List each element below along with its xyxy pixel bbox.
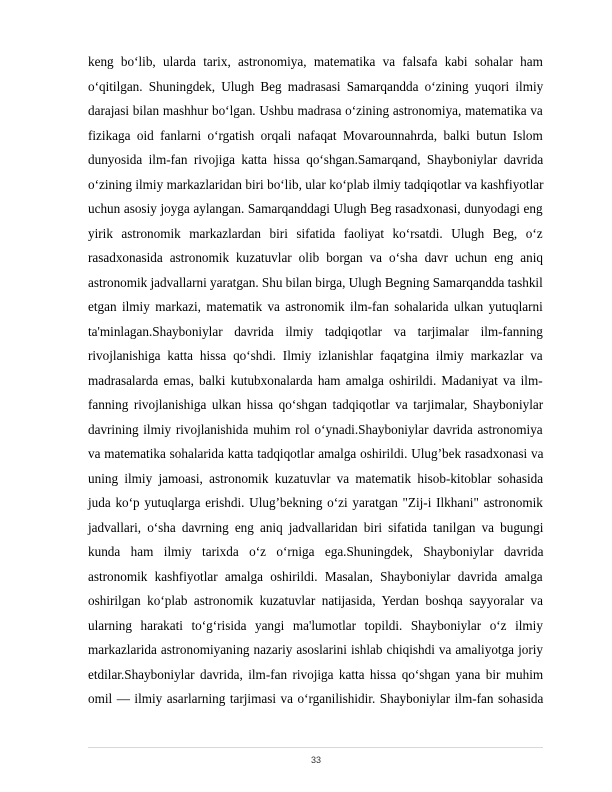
text-line: uning ilmiy jamoasi, astronomik kuzatuvlar va matematik hisob-kitoblar sohasida — [88, 470, 544, 486]
text-line: fizikaga oid fanlarni o‘rgatish orqali nafaqat Movarounnahrda, balki butun Islom — [88, 127, 543, 143]
body-text — [88, 50, 543, 712]
text-line: davrining ilmiy rivojlanishida muhim rol o‘ynadi.Shayboniylar davrida astronomiya — [88, 421, 543, 437]
text-line: dunyosida ilm-fan rivojiga katta hissa qo‘shgan.Samarqand, Shayboniylar davrida — [88, 152, 544, 167]
text-line: o‘qitilgan. Shuningdek, Ulugh Beg madrasasi Samarqandda o‘zining yuqori ilmiy — [88, 78, 544, 94]
text-line: omil — ilmiy asarlarning tarjimasi va o‘rganilishidir. Shayboniylar ilm-fan sohasida — [88, 691, 544, 706]
text-line: rasadxonasida astronomik kuzatuvlar olib borgan va o‘sha davr uchun eng aniq — [88, 250, 543, 265]
text-line: rivojlanishiga katta hissa qo‘shdi. Ilmiy izlanishlar faqatgina ilmiy markazlar va — [88, 348, 543, 363]
text-line: ularning harakati to‘g‘risida yangi ma'lumotlar topildi. Shayboniylar o‘z ilmiy — [88, 617, 543, 633]
text-line: juda ko‘p yutuqlarga erishdi. Ulug’bekning o‘zi yaratgan "Zij-i Ilkhani" astronomik — [88, 495, 543, 510]
text-line: yirik astronomik markazlardan biri sifatida faoliyat ko‘rsatdi. Ulugh Beg, o‘z — [88, 225, 543, 241]
footer-divider — [88, 747, 543, 748]
text-line: va matematika sohalarida katta tadqiqotlar amalga oshirildi. Ulug’bek rasadxonasi va — [88, 446, 544, 461]
text-line: etgan ilmiy markazi, matematik va astronomik ilm-fan sohalarida ulkan yutuqlarni — [88, 299, 543, 314]
text-line: astronomik kashfiyotlar amalga oshirildi. Masalan, Shayboniylar davrida amalga — [88, 568, 543, 584]
text-line: markazlarida astronomiyaning nazariy asoslarini ishlab chiqishdi va amaliyotga joriy — [88, 642, 543, 657]
text-line: ta'minlagan.Shayboniylar davrida ilmiy tadqiqotlar va tarjimalar ilm-fanning — [88, 323, 543, 339]
text-line: madrasalarda emas, balki kutubxonalarda ham amalga oshirildi. Madaniyat va ilm- — [88, 372, 543, 388]
text-line: astronomik jadvallarni yaratgan. Shu bilan birga, Ulugh Begning Samarqandda tashkil — [88, 274, 543, 290]
text-line: oshirilgan ko‘plab astronomik kuzatuvlar natijasida, Yerdan boshqa sayyoralar va — [88, 593, 543, 608]
text-line: kunda ham ilmiy tarixda o‘z o‘rniga ega.Shuningdek, Shayboniylar davrida — [88, 544, 544, 559]
text-line: o‘zining ilmiy markazlaridan biri bo‘lib, ular ko‘plab ilmiy tadqiqotlar va kashfiyotlar — [88, 176, 544, 192]
text-line: darajasi bilan mashhur bo‘lgan. Ushbu madrasa o‘zining astronomiya, matematika va — [88, 103, 543, 118]
text-line: jadvallari, o‘sha davrning eng aniq jadvallaridan biri sifatida tanilgan va bugungi — [88, 519, 544, 535]
page-number: 33 — [310, 755, 321, 765]
text-line: etdilar.Shayboniylar davrida, ilm-fan rivojiga katta hissa qo‘shgan yana bir muhim — [88, 666, 544, 682]
text-line: uchun asosiy joyga aylangan. Samarqanddagi Ulugh Beg rasadxonasi, dunyodagi eng — [88, 201, 543, 216]
text-line: fanning rivojlanishiga ulkan hissa qo‘shgan tadqiqotlar va tarjimalar, Shayboniylar — [88, 397, 544, 412]
text-line: keng bo‘lib, ularda tarix, astronomiya, matematika va falsafa kabi sohalar ham — [88, 54, 543, 69]
